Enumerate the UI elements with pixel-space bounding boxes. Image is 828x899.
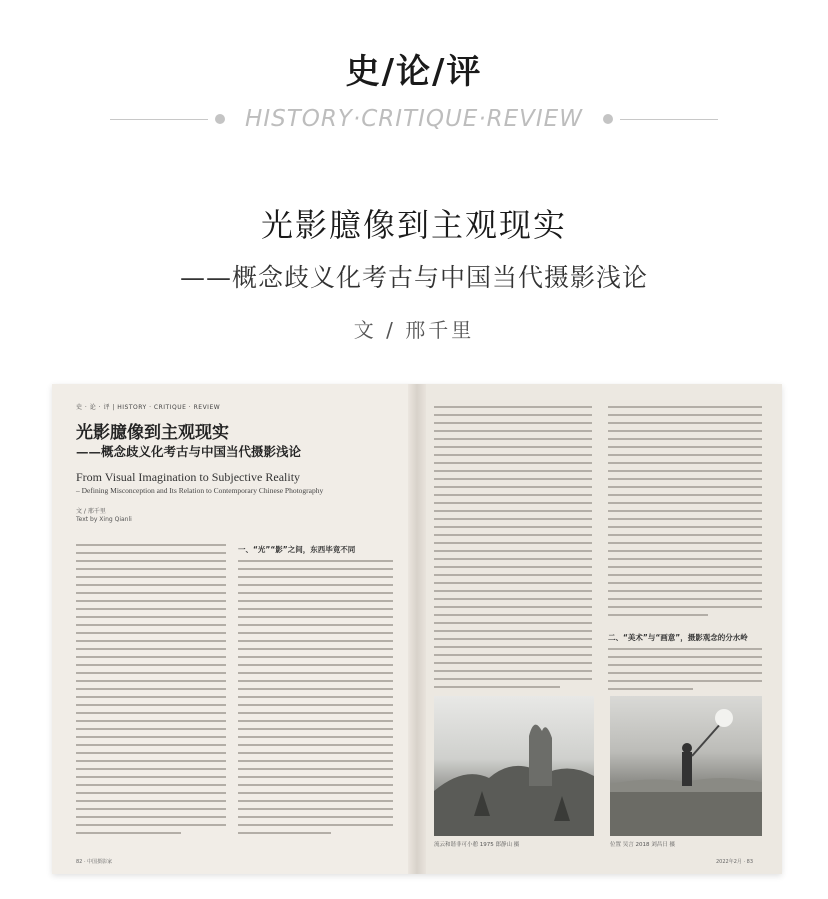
magazine-english-subtitle: – Defining Misconception and Its Relation to Contemporary Chinese Photography	[76, 486, 324, 495]
article-subtitle: ——概念歧义化考古与中国当代摄影浅论	[179, 263, 648, 292]
section-title: 史/论/评	[345, 52, 483, 92]
magazine-title: 光影臆像到主观现实	[76, 423, 229, 443]
left-divider-line	[110, 119, 208, 120]
magazine-page-number-left: 82 · 中国摄影家	[76, 859, 113, 865]
magazine-body-text-col4	[608, 406, 762, 622]
right-divider-dot	[603, 114, 613, 124]
right-divider-line	[620, 119, 718, 120]
magazine-subtitle: ——概念歧义化考古与中国当代摄影浅论	[76, 444, 302, 459]
left-divider-dot	[215, 114, 225, 124]
magazine-photo-figure	[610, 696, 762, 836]
magazine-heading-2: 二、“美术”与“画意”，摄影观念的分水岭	[608, 633, 748, 642]
magazine-body-text-col4b	[608, 648, 762, 696]
magazine-caption-right: 位置 吴言 2018 刘昌日 摄	[610, 842, 675, 848]
magazine-body-text-col2	[238, 560, 393, 840]
article-title: 光影臆像到主观现实	[260, 206, 567, 244]
magazine-header-line: 史 · 论 · 评 | HISTORY · CRITIQUE · REVIEW	[76, 404, 221, 411]
magazine-english-title: From Visual Imagination to Subjective Reality	[76, 470, 301, 484]
magazine-gutter	[408, 384, 426, 874]
magazine-heading-1: 一、“光”“影”之间，东西毕竟不同	[238, 545, 356, 554]
magazine-author-cn: 文 / 邢千里	[76, 508, 106, 515]
magazine-photo-landscape	[434, 696, 594, 836]
magazine-author-en: Text by Xing Qianli	[76, 516, 132, 523]
magazine-page-number-right: 2022年2月 · 83	[716, 859, 754, 865]
magazine-caption-left: 流云和谐非可小憩 1975 郎静山 摄	[434, 842, 520, 848]
magazine-spread-photo	[52, 384, 782, 874]
magazine-body-text-col3	[434, 406, 592, 694]
article-author: 文 / 邢千里	[353, 318, 475, 342]
magazine-body-text-col1	[76, 544, 226, 840]
section-english-title: HISTORY·CRITIQUE·REVIEW	[245, 106, 583, 132]
section-subtitle-row	[110, 104, 718, 136]
